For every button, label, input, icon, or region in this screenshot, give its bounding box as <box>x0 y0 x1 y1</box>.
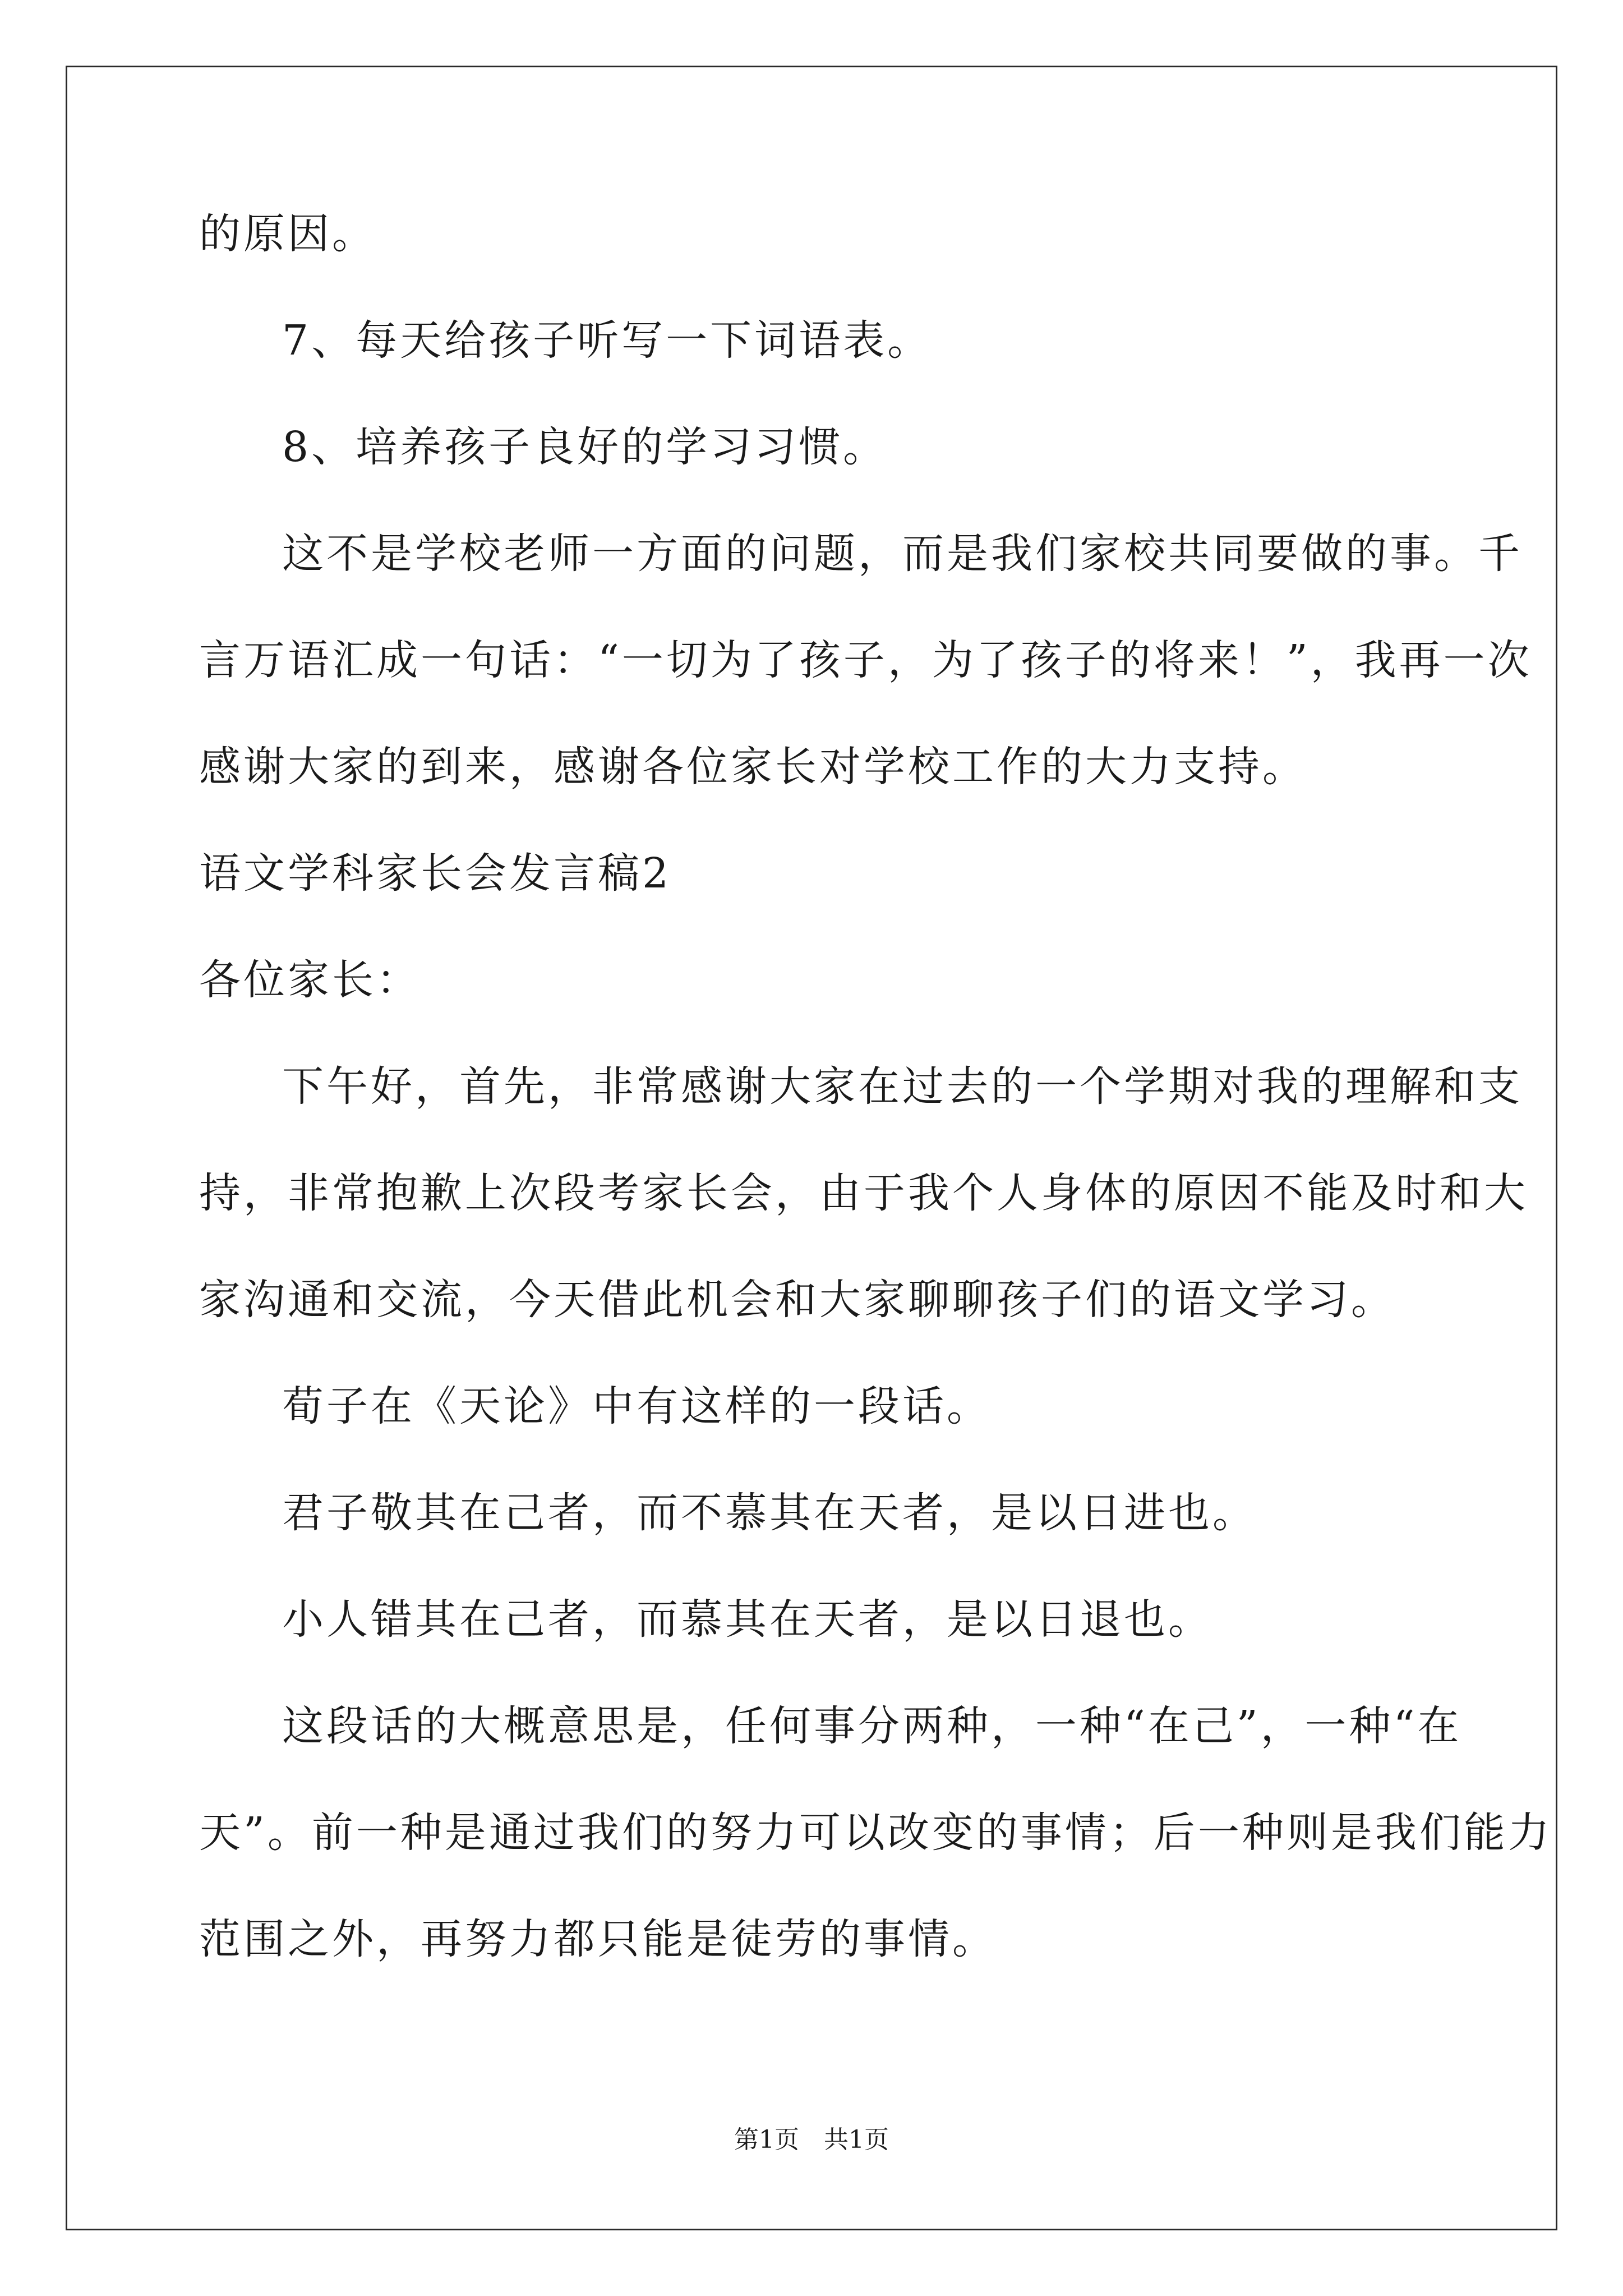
paragraph-line: 言万语汇成一句话：“一切为了孩子，为了孩子的将来！”，我再一次 <box>199 636 1532 684</box>
quote-line: 小人错其在己者，而慕其在天者，是以日退也。 <box>282 1595 1212 1644</box>
paragraph-line: 荀子在《天论》中有这样的一段话。 <box>282 1382 991 1430</box>
quote-line: 君子敬其在己者，而不慕其在天者，是以日进也。 <box>282 1489 1257 1537</box>
paragraph-line: 感谢大家的到来，感谢各位家长对学校工作的大力支持。 <box>199 743 1307 791</box>
paragraph-line: 这不是学校老师一方面的问题，而是我们家校共同要做的事。千 <box>282 530 1523 578</box>
paragraph-line: 下午好，首先，非常感谢大家在过去的一个学期对我的理解和支 <box>282 1062 1523 1111</box>
salutation: 各位家长： <box>199 956 421 1004</box>
paragraph-line: 持，非常抱歉上次段考家长会，由于我个人身体的原因不能及时和大 <box>199 1169 1528 1217</box>
page-border <box>66 66 1557 2230</box>
paragraph-line: 的原因。 <box>199 210 376 258</box>
paragraph-line: 家沟通和交流，今天借此机会和大家聊聊孩子们的语文学习。 <box>199 1276 1395 1324</box>
list-item-7: 7、每天给孩子听写一下词语表。 <box>282 316 932 365</box>
paragraph-line: 天”。前一种是通过我们的努力可以改变的事情；后一种则是我们能力 <box>199 1809 1552 1857</box>
paragraph-line: 范围之外，再努力都只能是徒劳的事情。 <box>199 1915 997 1963</box>
section-title: 语文学科家长会发言稿2 <box>199 849 672 898</box>
paragraph-line: 这段话的大概意思是，任何事分两种，一种“在己”，一种“在 <box>282 1702 1462 1750</box>
page-number-footer: 第1页 共1页 <box>734 2125 889 2154</box>
list-item-8: 8、培养孩子良好的学习习惯。 <box>282 423 888 471</box>
